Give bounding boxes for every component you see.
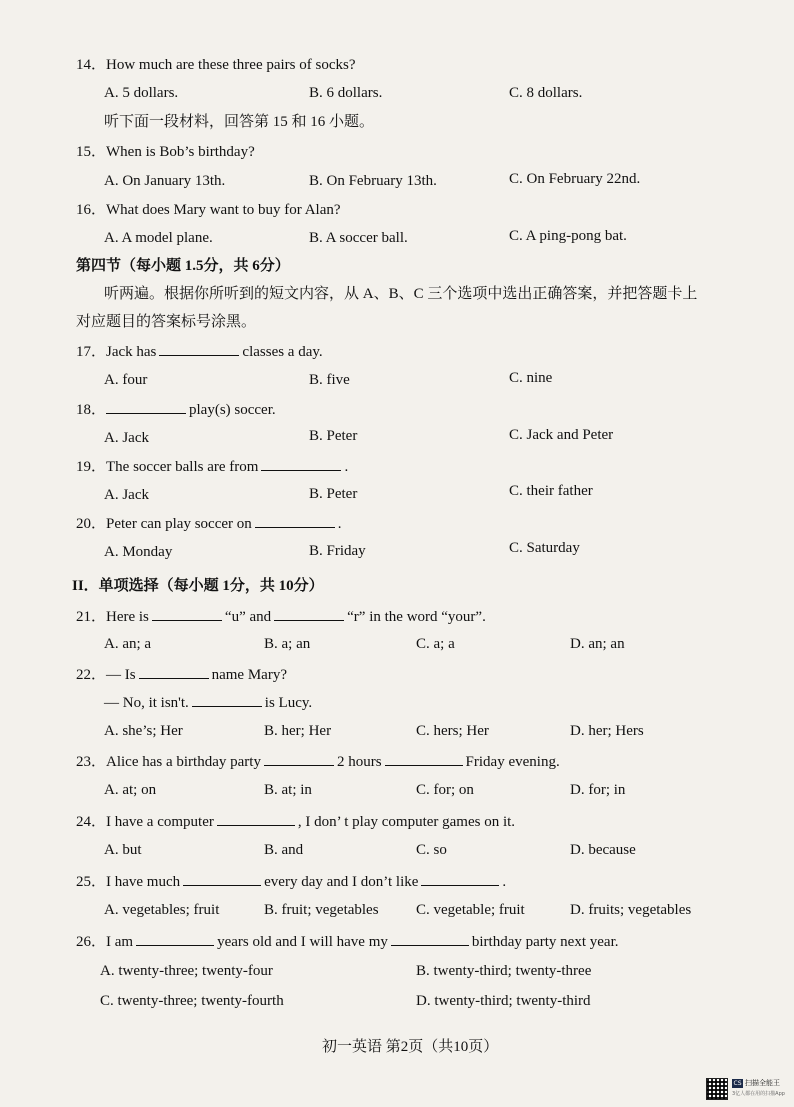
q21-option-d: D. an; an (570, 636, 625, 652)
question-14: 14．How much are these three pairs of socks? (76, 57, 356, 73)
q18-option-a: A. Jack (104, 430, 149, 446)
question-22-response: — No, it isn't. is Lucy. (104, 692, 312, 713)
q23-option-c: C. for; on (416, 782, 474, 798)
section-4-instruction-line1: 听两遍。根据你所听到的短文内容，从 A、B、C 三个选项中选出正确答案，并把答题卡上 (104, 286, 698, 302)
q15-option-b: B. On February 13th. (309, 173, 437, 189)
answer-blank (159, 341, 239, 356)
q24-option-c: C. so (416, 842, 447, 858)
answer-blank (264, 751, 334, 766)
q25-option-d: D. fruits; vegetables (570, 902, 692, 918)
answer-blank (183, 871, 261, 886)
answer-blank (192, 692, 262, 707)
answer-blank (391, 931, 469, 946)
page-footer: 初一英语 第2页（共10页） (322, 1039, 499, 1055)
q19-option-c: C. their father (509, 483, 593, 499)
q25-option-a: A. vegetables; fruit (104, 902, 220, 918)
q22-option-c: C. hers; Her (416, 723, 489, 739)
q15-option-c: C. On February 22nd. (509, 171, 641, 187)
q23-option-d: D. for; in (570, 782, 626, 798)
section-4-title: 第四节（每小题 1.5分，共 6分） (76, 258, 290, 274)
q22-option-d: D. her; Hers (570, 723, 644, 739)
question-25: 25．I have much every day and I don’t like . (76, 871, 506, 892)
q22-option-a: A. she’s; Her (104, 723, 183, 739)
answer-blank (421, 871, 499, 886)
answer-blank (385, 751, 463, 766)
answer-blank (106, 399, 186, 414)
q14-option-b: B. 6 dollars. (309, 85, 383, 101)
scanner-app-name: 扫描全能王 (745, 1079, 780, 1087)
q22-option-b: B. her; Her (264, 723, 332, 739)
q23-option-b: B. at; in (264, 782, 312, 798)
q17-option-c: C. nine (509, 370, 553, 386)
q20-option-b: B. Friday (309, 543, 366, 559)
answer-blank (255, 513, 335, 528)
q25-option-b: B. fruit; vegetables (264, 902, 379, 918)
q17-option-a: A. four (104, 372, 148, 388)
question-15: 15．When is Bob’s birthday? (76, 144, 255, 160)
instruction-15-16: 听下面一段材料，回答第 15 和 16 小题。 (104, 114, 375, 130)
qr-code-icon (706, 1078, 728, 1100)
q16-option-c: C. A ping-pong bat. (509, 228, 627, 244)
q21-option-b: B. a; an (264, 636, 311, 652)
q26-option-b: B. twenty-third; twenty-three (416, 963, 592, 979)
q16-option-b: B. A soccer ball. (309, 230, 408, 246)
answer-blank (136, 931, 214, 946)
q24-option-a: A. but (104, 842, 142, 858)
scanner-stamp (706, 1078, 786, 1102)
question-22: 22．— Is name Mary? (76, 664, 287, 685)
q24-option-d: D. because (570, 842, 636, 858)
q25-option-c: C. vegetable; fruit (416, 902, 525, 918)
q18-option-c: C. Jack and Peter (509, 427, 614, 443)
q21-option-c: C. a; a (416, 636, 455, 652)
question-19: 19．The soccer balls are from . (76, 456, 348, 477)
answer-blank (139, 664, 209, 679)
question-26: 26．I am years old and I will have my birthday party next year. (76, 931, 619, 952)
q21-option-a: A. an; a (104, 636, 152, 652)
q18-option-b: B. Peter (309, 428, 358, 444)
answer-blank (217, 811, 295, 826)
q15-option-a: A. On January 13th. (104, 173, 226, 189)
answer-blank (274, 606, 344, 621)
section-2-title: II．单项选择（每小题 1分，共 10分） (72, 578, 324, 594)
section-4-instruction-line2: 对应题目的答案标号涂黑。 (76, 314, 257, 330)
q19-option-b: B. Peter (309, 486, 358, 502)
answer-blank (261, 456, 341, 471)
q14-option-c: C. 8 dollars. (509, 85, 583, 101)
question-18: 18． play(s) soccer. (76, 399, 276, 420)
camscanner-logo-icon: CS (733, 1080, 742, 1087)
scanner-app-tagline: 3亿人都在用的扫描App (732, 1091, 785, 1097)
question-16: 16．What does Mary want to buy for Alan? (76, 202, 341, 218)
q26-option-d: D. twenty-third; twenty-third (416, 993, 591, 1009)
q17-option-b: B. five (309, 372, 350, 388)
question-24: 24．I have a computer , I don’ t play computer games on it. (76, 811, 515, 832)
q14-option-a: A. 5 dollars. (104, 85, 179, 101)
q20-option-c: C. Saturday (509, 540, 580, 556)
q26-option-a: A. twenty-three; twenty-four (100, 963, 273, 979)
q19-option-a: A. Jack (104, 487, 149, 503)
q26-option-c: C. twenty-three; twenty-fourth (100, 993, 284, 1009)
question-21: 21．Here is “u” and “r” in the word “your”. (76, 606, 486, 627)
q24-option-b: B. and (264, 842, 304, 858)
q20-option-a: A. Monday (104, 544, 173, 560)
q16-option-a: A. A model plane. (104, 230, 213, 246)
question-20: 20．Peter can play soccer on . (76, 513, 342, 534)
answer-blank (152, 606, 222, 621)
question-17: 17．Jack has classes a day. (76, 341, 323, 362)
q23-option-a: A. at; on (104, 782, 157, 798)
question-23: 23．Alice has a birthday party 2 hours Friday evening. (76, 751, 560, 772)
